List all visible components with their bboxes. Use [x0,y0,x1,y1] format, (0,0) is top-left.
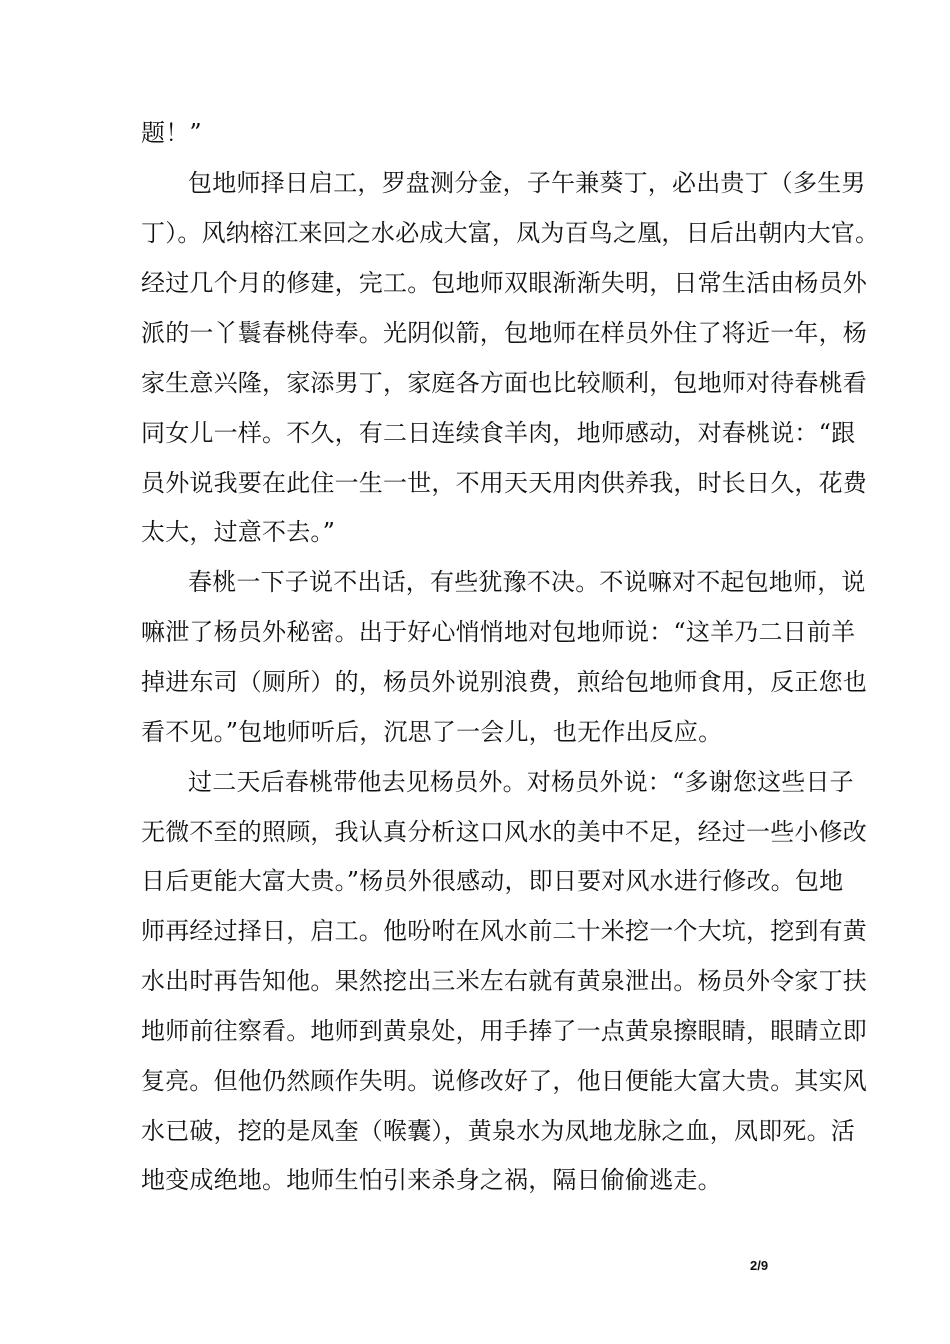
text-line-2: 包地师择日启工，罗盘测分金，子午兼葵丁，必出贵丁（多生男 [188,169,866,197]
text-line-15: 无微不至的照顾，我认真分析这口风水的美中不足，经过一些小修改 [141,818,867,846]
text-line-19: 地师前往察看。地师到黄泉处，用手捧了一点黄泉擦眼睛，眼睛立即 [141,1017,867,1045]
text-line-16: 日后更能大富大贵。”杨员外很感动，即日要对风水进行修改。包地 [141,867,844,895]
text-line-6: 家生意兴隆，家添男丁，家庭各方面也比较顺利，包地师对待春桃看 [141,369,867,397]
text-line-1: 题！” [141,119,202,147]
text-line-20: 复亮。但他仍然顾作失明。说修改好了，他日便能大富大贵。其实风 [141,1067,867,1095]
text-line-18: 水出时再告知他。果然挖出三米左右就有黄泉泄出。杨员外令家丁扶 [141,967,867,995]
text-line-10: 春桃一下子说不出话，有些犹豫不决。不说嘛对不起包地师，说 [188,568,866,596]
text-line-5: 派的一丫鬟春桃侍奉。光阴似箭，包地师在样员外住了将近一年，杨 [141,319,867,347]
text-line-17: 师再经过择日，启工。他吩咐在风水前二十米挖一个大坑，挖到有黄 [141,917,867,945]
text-line-22: 地变成绝地。地师生怕引来杀身之祸，隔日偷偷逃走。 [141,1166,722,1194]
text-line-12: 掉进东司（厕所）的，杨员外说别浪费，煎给包地师食用，反正您也 [141,668,867,696]
text-line-9: 太大，过意不去。” [141,518,336,546]
text-line-11: 嘛泄了杨员外秘密。出于好心悄悄地对包地师说：“这羊乃二日前羊 [141,618,856,646]
text-line-21: 水已破，挖的是凤奎（喉囊），黄泉水为凤地龙脉之血，凤即死。活 [141,1117,855,1145]
text-line-13: 看不见。”包地师听后，沉思了一会儿，也无作出反应。 [141,718,723,746]
text-line-14: 过二天后春桃带他去见杨员外。对杨员外说：“多谢您这些日子 [188,768,854,796]
text-line-7: 同女儿一样。不久，有二日连续食羊肉，地师感动，对春桃说：“跟 [141,419,856,447]
page-number: 2/9 [750,1258,769,1273]
text-line-4: 经过几个月的修建，完工。包地师双眼渐渐失明，日常生活由杨员外 [141,269,867,297]
text-line-8: 员外说我要在此住一生一世，不用天天用肉供养我，时长日久，花费 [141,469,867,497]
text-line-3: 丁）。风纳榕江来回之水必成大富，凤为百鸟之凰，日后出朝内大官。 [141,219,880,247]
